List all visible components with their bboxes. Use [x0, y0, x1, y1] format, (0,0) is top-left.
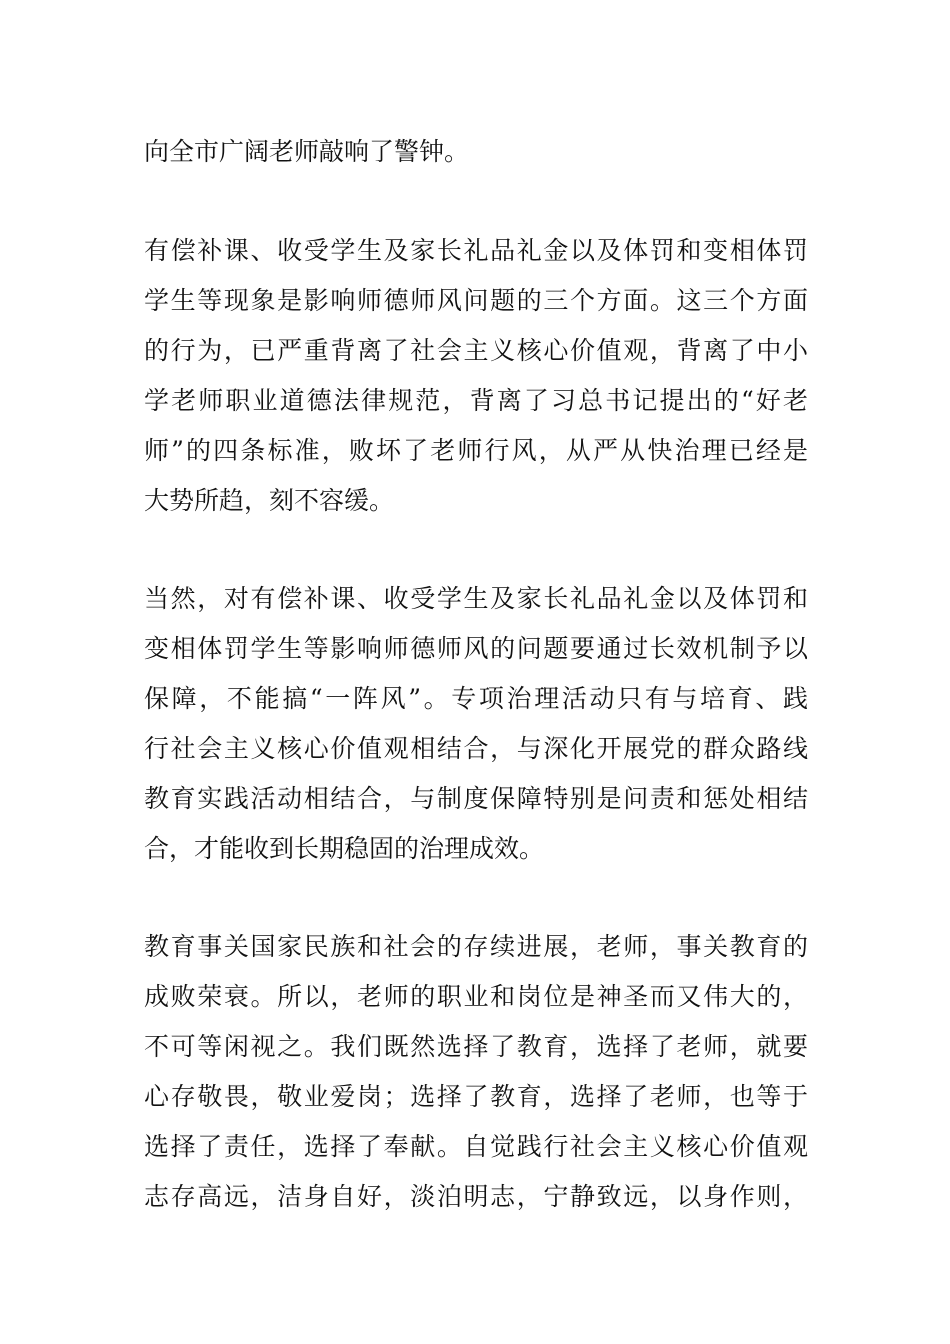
paragraph-line: 向全市广阔老师敲响了警钟。 — [144, 137, 470, 166]
paragraph-line: 合，才能收到长期稳固的治理成效。 — [144, 834, 545, 863]
paragraph-line: 教育事关国家民族和社会的存续进展，老师，事关教育的 — [144, 932, 808, 961]
paragraph-line: 心存敬畏，敬业爱岗；选择了教育，选择了老师，也等于 — [144, 1082, 808, 1111]
paragraph-line: 保障，不能搞“一阵风”。专项治理活动只有与培育、践 — [144, 684, 808, 713]
paragraph-line: 师”的四条标准，败坏了老师行风，从严从快治理已经是 — [144, 436, 808, 465]
paragraph-3 — [144, 574, 808, 874]
paragraph-line: 志存高远，洁身自好，淡泊明志，宁静致远，以身作则， — [144, 1182, 808, 1211]
paragraph-1 — [144, 127, 808, 177]
paragraph-line: 当然，对有偿补课、收受学生及家长礼品礼金以及体罚和 — [144, 584, 808, 613]
paragraph-line: 选择了责任，选择了奉献。自觉践行社会主义核心价值观 — [144, 1132, 808, 1161]
paragraph-4 — [144, 922, 808, 1222]
paragraph-2 — [144, 226, 808, 526]
paragraph-line: 大势所趋，刻不容缓。 — [144, 486, 395, 515]
paragraph-line: 有偿补课、收受学生及家长礼品礼金以及体罚和变相体罚 — [144, 236, 808, 265]
paragraph-line: 成败荣衰。所以，老师的职业和岗位是神圣而又伟大的， — [144, 982, 808, 1011]
paragraph-line: 变相体罚学生等影响师德师风的问题要通过长效机制予以 — [144, 634, 808, 663]
paragraph-line: 行社会主义核心价值观相结合，与深化开展党的群众路线 — [144, 734, 808, 763]
paragraph-line: 教育实践活动相结合，与制度保障特别是问责和惩处相结 — [144, 784, 808, 813]
paragraph-line: 学生等现象是影响师德师风问题的三个方面。这三个方面 — [144, 286, 808, 315]
paragraph-line: 的行为，已严重背离了社会主义核心价值观，背离了中小 — [144, 336, 808, 365]
paragraph-line: 不可等闲视之。我们既然选择了教育，选择了老师，就要 — [144, 1032, 808, 1061]
paragraph-line: 学老师职业道德法律规范，背离了习总书记提出的“好老 — [144, 386, 808, 415]
